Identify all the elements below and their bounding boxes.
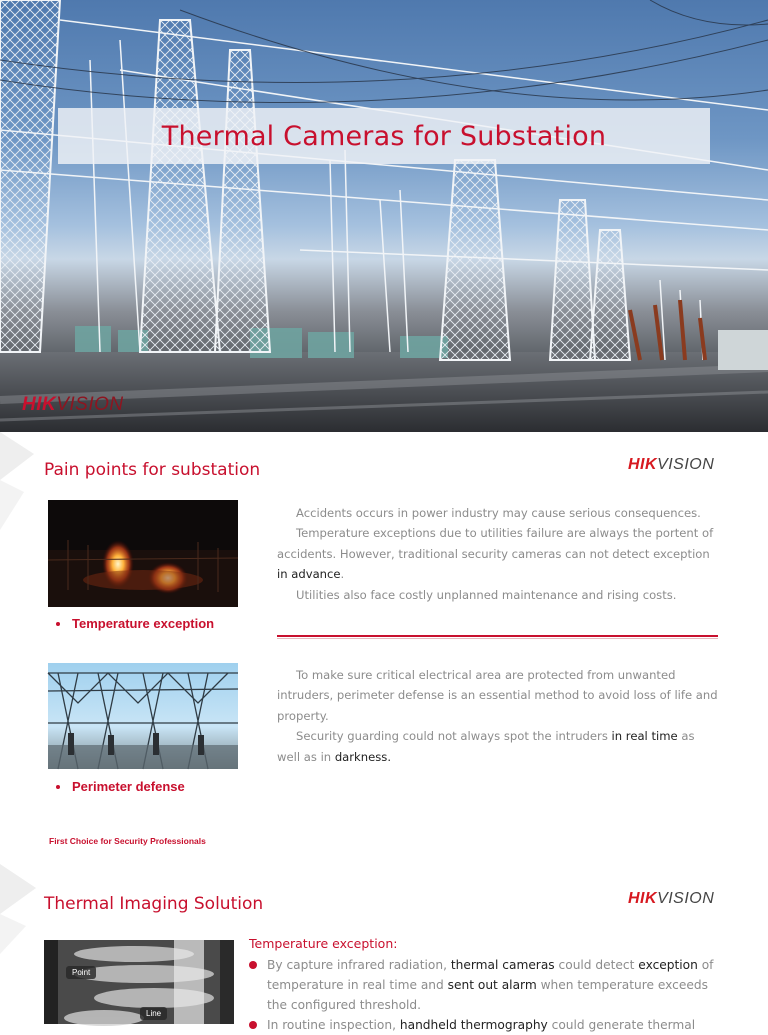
bullet-perimeter-defense [56, 779, 185, 794]
text-run: of temperature in real time and [267, 958, 714, 992]
substation-photo [0, 0, 768, 432]
list-item [249, 1015, 719, 1035]
text-run: To make sure critical electrical area are protected from unwanted intruders, perimeter defense is an essential method to avoid loss of life and property. [277, 668, 718, 723]
paragraph-line [277, 726, 721, 767]
text-run: In routine inspection, [267, 1018, 400, 1032]
slide-title: Thermal Cameras for Substation [161, 120, 607, 152]
text-run: when temperature exceeds the configured threshold. [267, 978, 708, 1012]
text-run: Accidents occurs in power industry may cause serious consequences. [296, 506, 701, 520]
text-run: Utilities also face costly unplanned maintenance and rising costs. [296, 587, 677, 602]
section-heading: Thermal Imaging Solution [44, 894, 264, 914]
solution-list [249, 955, 719, 1035]
hikvision-logo [628, 456, 714, 474]
bullet-dot [56, 622, 60, 626]
paragraph-line [277, 665, 721, 726]
text-run-emphasis: in advance [277, 567, 341, 582]
title-banner [58, 108, 710, 164]
bullet-dot [56, 785, 60, 789]
section-heading: Pain points for substation [44, 460, 261, 480]
section-divider-shadow [277, 638, 718, 639]
text-run: Security guarding could not always spot the intruders [296, 729, 612, 744]
logo-part-hik: HIK [628, 890, 658, 907]
pain-points-slide [0, 432, 768, 858]
point-label: Point [66, 966, 96, 979]
thermal-solution-slide [0, 858, 768, 1032]
text-run: . [340, 567, 345, 582]
logo-part-hik: HIK [22, 394, 57, 415]
subheading: Temperature exception: [249, 936, 398, 951]
bullet-label: Temperature exception [72, 616, 215, 631]
text-run-emphasis: sent out alarm [447, 978, 537, 992]
bullet-temperature-exception [56, 616, 214, 631]
text-run: could generate thermal [547, 1018, 696, 1032]
text-run: could detect [554, 958, 639, 972]
logo-part-vision: VISION [56, 394, 124, 415]
text-run-emphasis: exception [638, 958, 698, 972]
line-label: Line [140, 1007, 167, 1020]
paragraph-line [277, 503, 721, 523]
text-run: Temperature exceptions due to utilities failure are always the portent of accidents. However, traditional security cameras can not detect exception [277, 526, 714, 561]
paragraph-line [277, 585, 721, 605]
hero-slide [0, 0, 768, 432]
text-run: By capture infrared radiation, [267, 958, 451, 972]
corner-decoration [0, 432, 40, 532]
bullet-label: Perimeter defense [72, 779, 185, 794]
logo-part-vision: VISION [657, 890, 715, 907]
text-run-emphasis: in real time [611, 729, 678, 744]
footer-tagline: First Choice for Security Professionals [49, 836, 206, 846]
thermal-image [44, 940, 234, 1024]
paragraph-line [277, 523, 721, 584]
section-divider [277, 635, 718, 637]
text-run-emphasis: thermal cameras [450, 958, 555, 972]
paragraph-temperature-exception [277, 503, 721, 605]
list-item [249, 955, 719, 1015]
logo-part-hik: HIK [628, 456, 658, 473]
hikvision-logo [628, 890, 714, 908]
text-run-emphasis: darkness. [334, 749, 392, 764]
fire-photo [48, 500, 238, 607]
paragraph-perimeter-defense [277, 665, 721, 767]
hikvision-logo [22, 394, 124, 416]
corner-decoration [0, 864, 40, 954]
text-run-emphasis: handheld thermography [399, 1018, 548, 1032]
logo-part-vision: VISION [657, 456, 715, 473]
text-run: as well as in [277, 729, 695, 764]
perimeter-photo [48, 663, 238, 769]
